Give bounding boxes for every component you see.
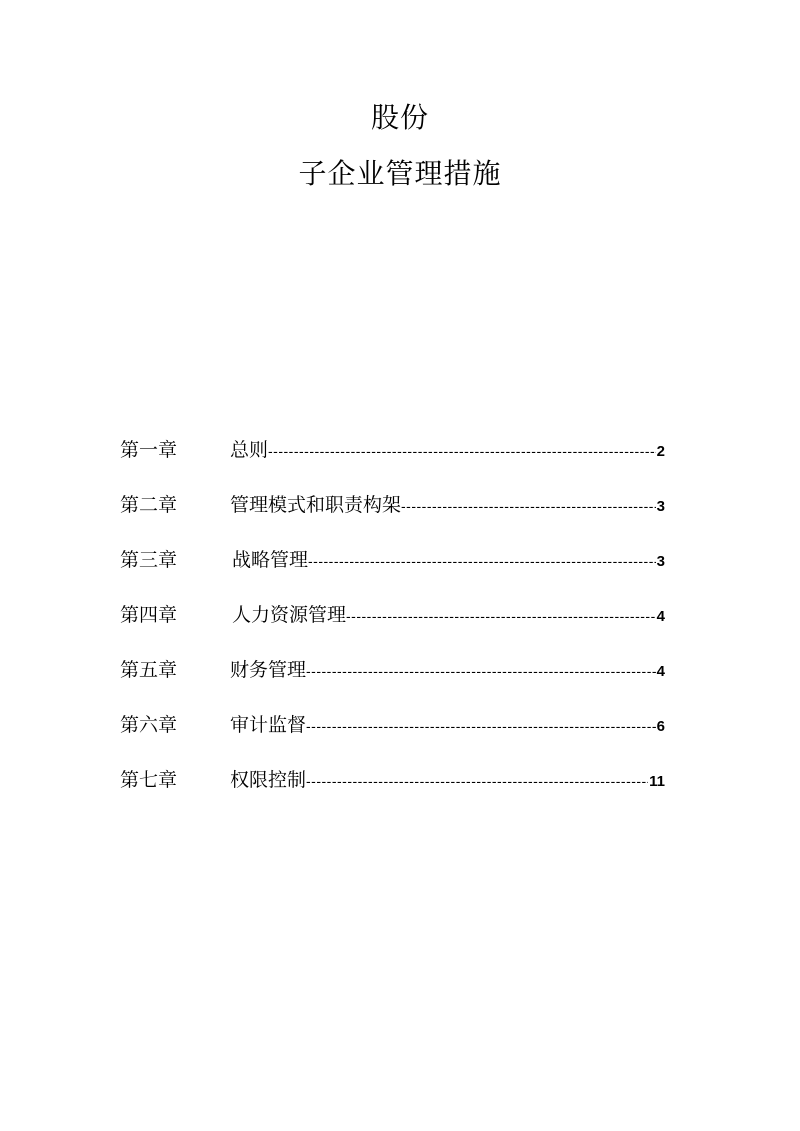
toc-entry-3[interactable] — [120, 542, 665, 597]
toc-page-number: 11 — [649, 773, 665, 790]
toc-dot-leader — [346, 598, 656, 634]
toc-entry-2[interactable] — [120, 487, 665, 542]
toc-chapter-title: 管理模式和职责构架 — [230, 494, 402, 516]
toc-page-number: 4 — [656, 608, 665, 625]
toc-entry-1[interactable] — [120, 432, 665, 487]
toc-chapter-number: 第六章 — [120, 714, 178, 736]
toc-chapter-number: 第七章 — [120, 769, 178, 791]
table-of-contents — [120, 432, 665, 817]
document-title-line-2: 子企业管理措施 — [298, 157, 502, 190]
toc-dot-leader — [306, 653, 656, 689]
toc-entry-7[interactable] — [120, 762, 665, 817]
toc-page-number: 3 — [656, 498, 665, 515]
toc-chapter-title: 人力资源管理 — [232, 604, 347, 626]
toc-entry-4[interactable] — [120, 597, 665, 652]
toc-chapter-number: 第二章 — [120, 494, 178, 516]
toc-chapter-title: 审计监督 — [230, 714, 307, 736]
toc-chapter-title: 战略管理 — [232, 549, 309, 571]
toc-dot-leader — [306, 708, 656, 744]
toc-entry-6[interactable] — [120, 707, 665, 762]
toc-chapter-number: 第四章 — [120, 604, 178, 626]
toc-dot-leader — [308, 543, 656, 579]
toc-chapter-number: 第五章 — [120, 659, 178, 681]
toc-page-number: 3 — [656, 553, 665, 570]
toc-chapter-title: 权限控制 — [230, 769, 307, 791]
toc-page-number: 2 — [656, 443, 665, 460]
toc-page-number: 4 — [656, 663, 665, 680]
toc-page-number: 6 — [656, 718, 665, 735]
toc-chapter-title: 财务管理 — [230, 659, 307, 681]
toc-chapter-number: 第三章 — [120, 549, 178, 571]
toc-chapter-title: 总则 — [230, 439, 269, 461]
document-title-line-1: 股份 — [370, 101, 429, 134]
toc-dot-leader — [268, 433, 656, 469]
toc-dot-leader — [306, 763, 648, 799]
toc-chapter-number: 第一章 — [120, 439, 178, 461]
toc-entry-5[interactable] — [120, 652, 665, 707]
toc-dot-leader — [401, 488, 656, 524]
